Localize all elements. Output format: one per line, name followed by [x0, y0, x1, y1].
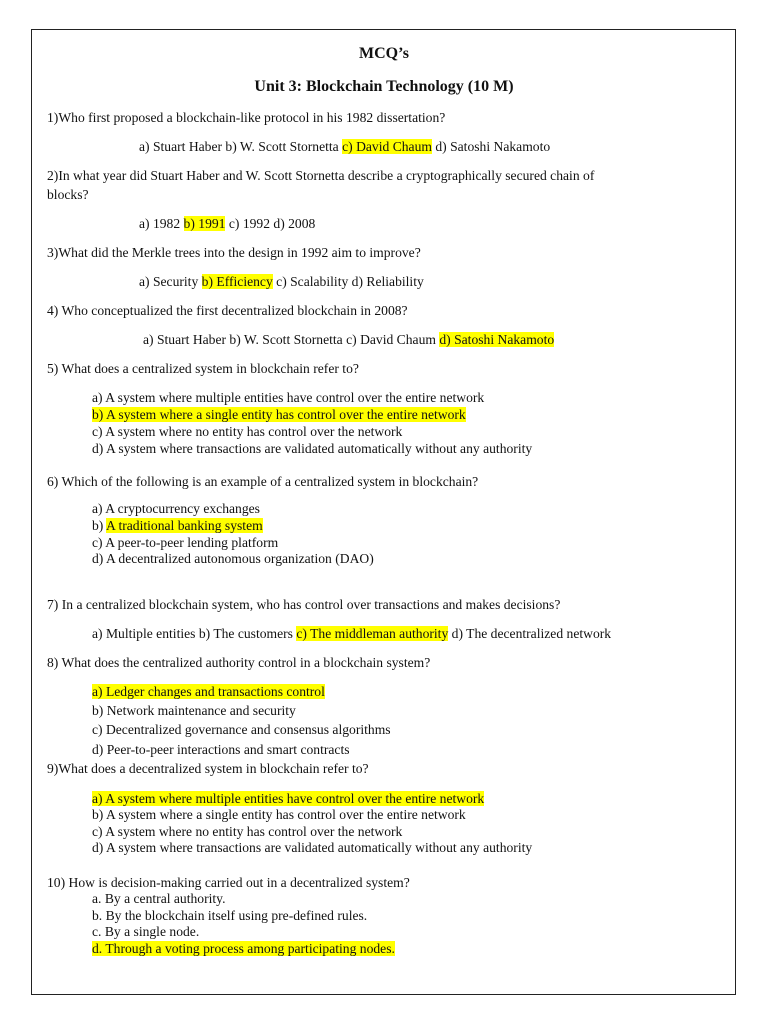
- option-9a: [92, 790, 484, 807]
- options-4: [143, 331, 554, 348]
- question-1: 1)Who first proposed a blockchain-like protocol in his 1982 dissertation?: [47, 110, 446, 125]
- answer-highlight: A traditional banking system: [105, 518, 263, 533]
- question-9: 9)What does a decentralized system in blockchain refer to?: [47, 761, 369, 776]
- option-10d: [92, 940, 395, 957]
- option-9d: d) A system where transactions are validated automatically without any authority: [92, 840, 533, 855]
- option-5b: [92, 406, 466, 423]
- option-9b: b) A system where a single entity has control over the entire network: [92, 807, 466, 822]
- answer-highlight: b) 1991: [183, 216, 226, 231]
- option-text: a) 1982: [139, 216, 184, 231]
- question-7: 7) In a centralized blockchain system, who has control over transactions and makes decisions?: [47, 597, 561, 612]
- option-text: d) Satoshi Nakamoto: [431, 139, 551, 154]
- option-text: a) Security: [139, 274, 202, 289]
- answer-highlight: b) A system where a single entity has control over the entire network: [92, 407, 466, 422]
- answer-highlight: a) A system where multiple entities have control over the entire network: [92, 791, 485, 806]
- option-text: d) The decentralized network: [448, 626, 612, 641]
- answer-highlight: c) The middleman authority: [296, 626, 449, 641]
- answer-highlight: c) David Chaum: [342, 139, 432, 154]
- page-title: MCQ’s: [358, 45, 410, 62]
- option-text: a) Stuart Haber b) W. Scott Stornetta: [139, 139, 343, 154]
- page-subtitle: Unit 3: Blockchain Technology (10 M): [254, 78, 514, 95]
- option-5c: c) A system where no entity has control over the network: [92, 424, 403, 439]
- answer-highlight: a) Ledger changes and transactions control: [92, 684, 325, 699]
- question-8: 8) What does the centralized authority control in a blockchain system?: [47, 655, 431, 670]
- question-2-line-1: 2)In what year did Stuart Haber and W. Scott Stornetta describe a cryptographically secured chain of: [47, 168, 595, 183]
- options-1: [139, 138, 550, 155]
- option-5a: a) A system where multiple entities have control over the entire network: [92, 390, 485, 405]
- options-3: [139, 273, 424, 290]
- answer-highlight: d. Through a voting process among participating nodes.: [92, 941, 395, 956]
- option-8c: c) Decentralized governance and consensus algorithms: [92, 722, 391, 737]
- option-text: a) Multiple entities b) The customers: [92, 626, 297, 641]
- question-4: 4) Who conceptualized the first decentralized blockchain in 2008?: [47, 303, 408, 318]
- option-8a: [92, 683, 325, 700]
- option-text: b): [92, 518, 106, 533]
- question-2-line-2: blocks?: [47, 187, 89, 202]
- option-text: c) Scalability d) Reliability: [272, 274, 424, 289]
- question-6: 6) Which of the following is an example of a centralized system in blockchain?: [47, 474, 479, 489]
- option-6b: [92, 517, 263, 534]
- option-5d: d) A system where transactions are validated automatically without any authority: [92, 441, 533, 456]
- option-9c: c) A system where no entity has control over the network: [92, 824, 403, 839]
- question-5: 5) What does a centralized system in blockchain refer to?: [47, 361, 359, 376]
- option-6a: a) A cryptocurrency exchanges: [92, 501, 260, 516]
- option-text: a) Stuart Haber b) W. Scott Stornetta c) David Chaum: [143, 332, 440, 347]
- option-text: c) 1992 d) 2008: [225, 216, 316, 231]
- options-2: [139, 215, 315, 232]
- question-3: 3)What did the Merkle trees into the design in 1992 aim to improve?: [47, 245, 421, 260]
- option-8b: b) Network maintenance and security: [92, 703, 296, 718]
- option-10c: c. By a single node.: [92, 924, 200, 939]
- option-10b: b. By the blockchain itself using pre-defined rules.: [92, 908, 368, 923]
- option-6c: c) A peer-to-peer lending platform: [92, 535, 279, 550]
- answer-highlight: b) Efficiency: [201, 274, 273, 289]
- option-10a: a. By a central authority.: [92, 891, 226, 906]
- question-10: 10) How is decision-making carried out in a decentralized system?: [47, 875, 410, 890]
- options-7: [92, 625, 611, 642]
- option-8d: d) Peer-to-peer interactions and smart contracts: [92, 742, 350, 757]
- answer-highlight: d) Satoshi Nakamoto: [439, 332, 555, 347]
- option-6d: d) A decentralized autonomous organization (DAO): [92, 551, 374, 566]
